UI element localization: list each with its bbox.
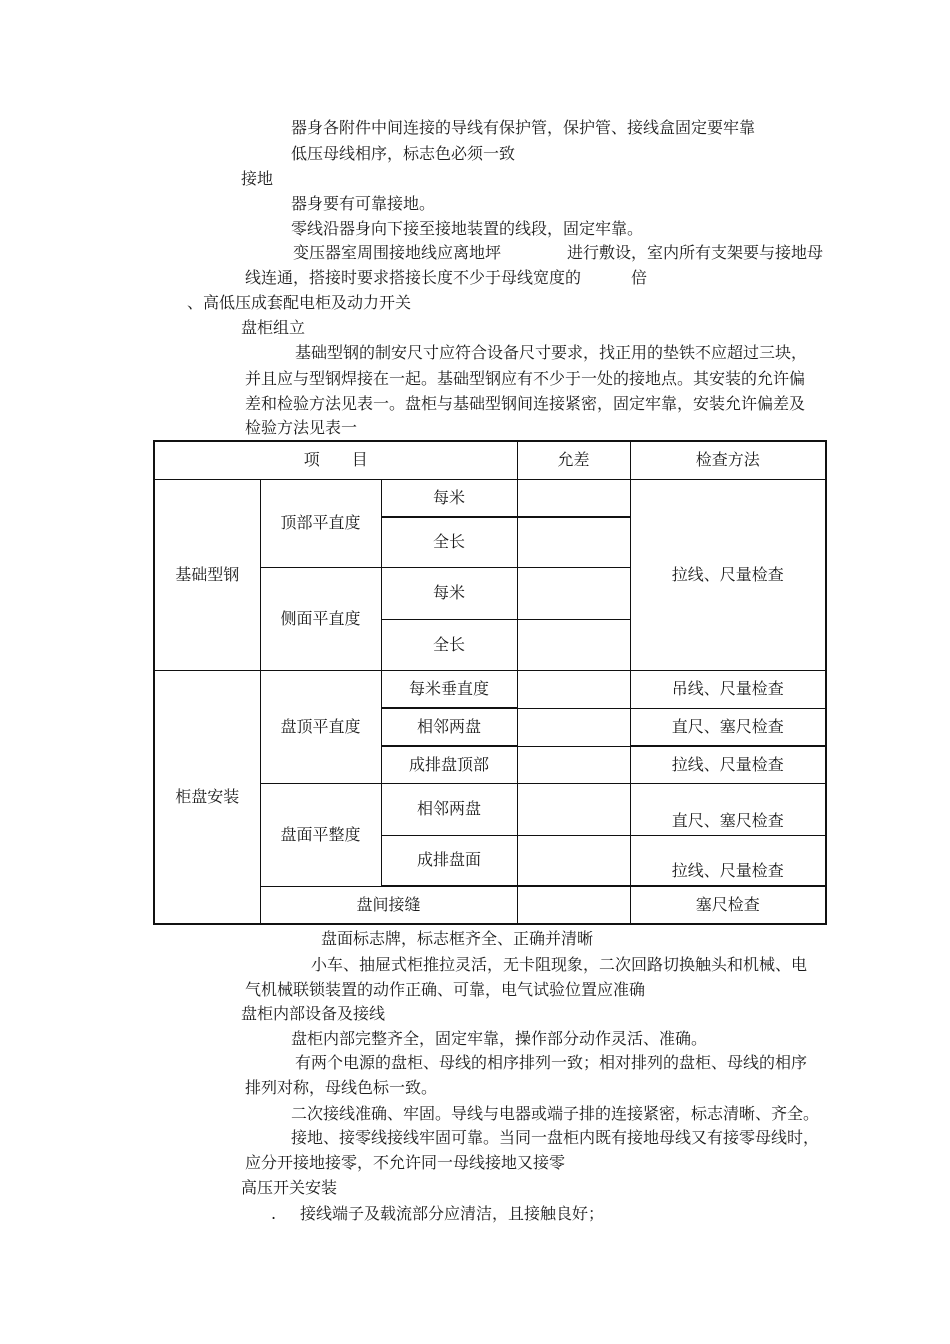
header-tolerance: 允差 xyxy=(517,441,630,479)
para-base-steel-1: 基础型钢的制安尺寸应符合设备尺寸要求，找正用的垫铁不应超过三块， xyxy=(295,343,808,362)
para-dual-source-2: 排列对称，母线色标一致。 xyxy=(245,1078,438,1097)
header-item: 项 目 xyxy=(154,441,517,479)
group-base-steel: 基础型钢 xyxy=(154,479,260,670)
para-base-steel-2: 并且应与型钢焊接在一起。基础型钢应有不少于一处的接地点。其安装的允许偏 xyxy=(245,369,806,388)
cabinet-face-adjacent: 相邻两盘 xyxy=(381,783,517,835)
para-drawer-cabinet-1: 小车、抽屉式柜推拉灵活，无卡阻现象，二次回路切换触头和机械、电 xyxy=(311,955,808,974)
section-heading: 、高低压成套配电柜及动力开关 xyxy=(187,293,412,312)
para-overlap-a: 线连通，搭接时要求搭接长度不少于母线宽度的 xyxy=(245,268,582,287)
cabinet-face-flatness: 盘面平整度 xyxy=(260,783,381,886)
base-method: 拉线、尺量检查 xyxy=(630,479,826,670)
tolerance-cell xyxy=(517,886,630,924)
para-ground-line-b: 进行敷设，室内所有支架要与接地母 xyxy=(567,243,824,262)
para-overlap-b: 倍 xyxy=(631,268,648,287)
table-row xyxy=(154,479,826,517)
group-cabinet-install: 柜盘安装 xyxy=(154,670,260,924)
para-ground-line-a: 变压器室周围接地线应离地坪 xyxy=(293,243,502,262)
base-side-full-length: 全长 xyxy=(381,619,517,670)
tolerance-cell xyxy=(517,835,630,886)
cabinet-top-method-1: 吊线、尺量检查 xyxy=(630,670,826,708)
para-accessory-wiring: 器身各附件中间连接的导线有保护管，保护管、接线盒固定要牢靠 xyxy=(291,118,756,137)
tolerance-table xyxy=(153,440,827,925)
para-drawer-cabinet-2: 气机械联锁装置的动作正确、可靠，电气试验位置应准确 xyxy=(245,980,646,999)
base-top-straightness: 顶部平直度 xyxy=(260,479,381,567)
header-method: 检查方法 xyxy=(630,441,826,479)
tolerance-cell xyxy=(517,479,630,517)
table-row xyxy=(154,670,826,708)
tolerance-cell xyxy=(517,619,630,670)
cabinet-top-row-top: 成排盘顶部 xyxy=(381,746,517,783)
para-grounding-neutral-1: 接地、接零线接线牢固可靠。当同一盘柜内既有接地母线又有接零母线时， xyxy=(291,1128,820,1147)
cabinet-top-straightness: 盘顶平直度 xyxy=(260,670,381,783)
base-side-straightness: 侧面平直度 xyxy=(260,567,381,670)
para-dual-source-1: 有两个电源的盘柜、母线的相序排列一致；相对排列的盘柜、母线的相序 xyxy=(295,1053,808,1072)
para-secondary-wiring: 二次接线准确、牢固。导线与电器或端子排的连接紧密，标志清晰、齐全。 xyxy=(291,1104,820,1123)
cabinet-top-vertical-per-meter: 每米垂直度 xyxy=(381,670,517,708)
base-top-per-meter: 每米 xyxy=(381,479,517,517)
cabinet-face-row: 成排盘面 xyxy=(381,835,517,886)
tolerance-cell xyxy=(517,708,630,746)
heading-internal-equipment: 盘柜内部设备及接线 xyxy=(241,1004,386,1023)
para-body-grounding: 器身要有可靠接地。 xyxy=(291,194,436,213)
para-internal-complete: 盘柜内部完整齐全，固定牢靠，操作部分动作灵活、准确。 xyxy=(291,1029,708,1048)
para-base-steel-4: 检验方法见表一 xyxy=(245,418,358,437)
tolerance-cell xyxy=(517,517,630,567)
cabinet-top-adjacent: 相邻两盘 xyxy=(381,708,517,746)
heading-grounding: 接地 xyxy=(241,169,274,188)
cabinet-joint: 盘间接缝 xyxy=(260,886,517,924)
cabinet-face-method-2: 拉线、尺量检查 xyxy=(630,835,826,886)
heading-hv-switch: 高压开关安装 xyxy=(241,1178,338,1197)
tolerance-cell xyxy=(517,746,630,783)
cabinet-face-method-1: 直尺、塞尺检查 xyxy=(630,783,826,835)
tolerance-cell xyxy=(517,670,630,708)
table-header-row xyxy=(154,441,826,479)
list-bullet: . xyxy=(271,1204,277,1223)
para-neutral-line: 零线沿器身向下接至接地装置的线段，固定牢靠。 xyxy=(291,219,644,238)
para-panel-signs: 盘面标志牌，标志框齐全、正确并清晰 xyxy=(321,929,594,948)
para-grounding-neutral-2: 应分开接地接零，不允许同一母线接地又接零 xyxy=(245,1153,566,1172)
cabinet-top-method-3: 拉线、尺量检查 xyxy=(630,746,826,783)
tolerance-cell xyxy=(517,783,630,835)
heading-cabinet-assembly: 盘柜组立 xyxy=(241,318,306,337)
para-base-steel-3: 差和检验方法见表一。盘柜与基础型钢间连接紧密，固定牢靠，安装允许偏差及 xyxy=(245,394,806,413)
cabinet-top-method-2: 直尺、塞尺检查 xyxy=(630,708,826,746)
para-terminals: 接线端子及载流部分应清洁，且接触良好； xyxy=(300,1204,605,1223)
cabinet-joint-method: 塞尺检查 xyxy=(630,886,826,924)
base-top-full-length: 全长 xyxy=(381,517,517,567)
para-phase-sequence: 低压母线相序，标志色必须一致 xyxy=(291,144,516,163)
tolerance-cell xyxy=(517,567,630,619)
base-side-per-meter: 每米 xyxy=(381,567,517,619)
